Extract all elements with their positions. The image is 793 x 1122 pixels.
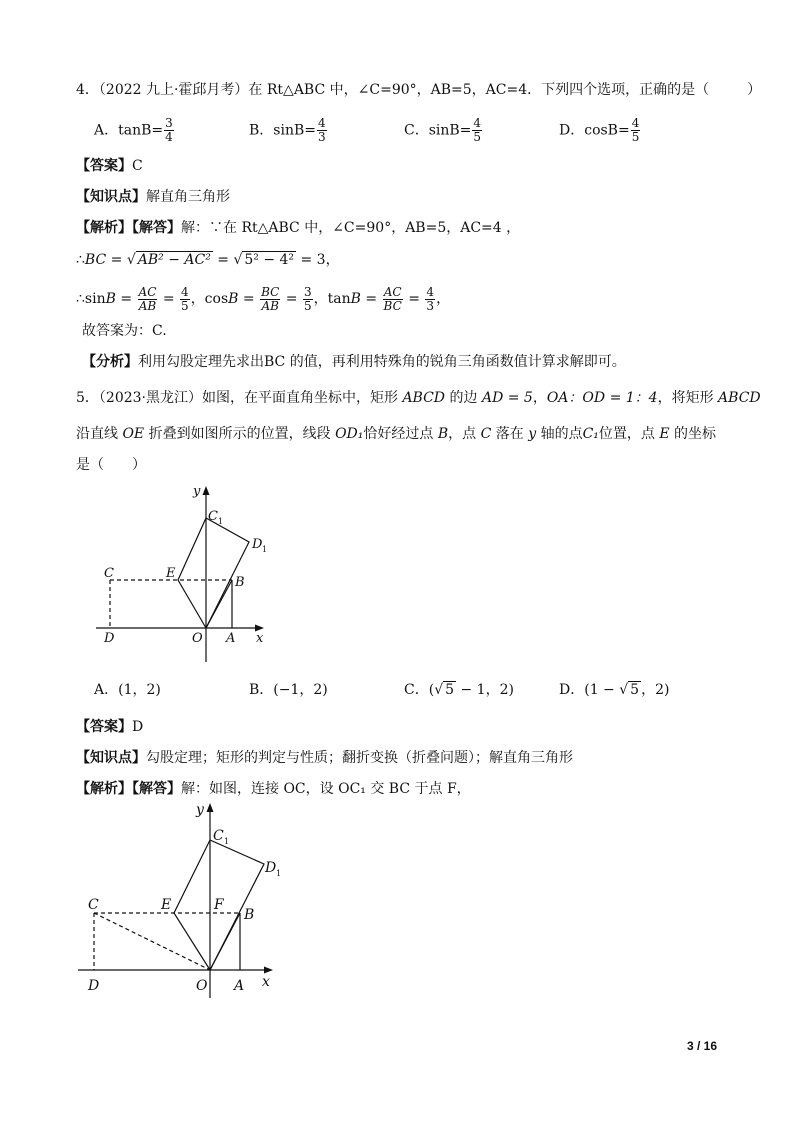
analysis-text: 解：如图，连接 OC，设 OC₁ 交 BC 于点 F， (181, 781, 471, 797)
q4-option-c (404, 117, 483, 144)
label-o: O (192, 631, 203, 646)
q5-solution-figure (74, 800, 284, 1000)
stem-math: C₁ (582, 426, 599, 442)
option-value: (−1，2) (273, 682, 328, 698)
frac-num: 3 (303, 284, 312, 299)
equals: = (212, 252, 234, 268)
frac-num: 4 (631, 116, 640, 130)
knowledge-tag: 【知识点】 (76, 750, 146, 766)
x-arrow (264, 967, 273, 974)
q5-knowledge (76, 748, 573, 768)
q4-option-c-frac (472, 117, 482, 144)
trig-end: ， (436, 291, 451, 307)
label-d1-sub: 1 (276, 869, 282, 878)
q5-option-a (94, 680, 161, 700)
frac-num: 4 (473, 116, 482, 130)
sin-var: B (105, 291, 116, 307)
sin-frac (138, 286, 158, 313)
option-pre: ( (428, 682, 435, 698)
frac-num: AC (383, 284, 402, 299)
stem-math: AD = 5 (481, 390, 533, 406)
label-c1-sub: 1 (218, 517, 224, 526)
label-d1: D (252, 537, 263, 552)
q4-stem-close: ） (747, 82, 762, 98)
stem-text: 位置，点 (598, 426, 660, 442)
frac-den: 5 (631, 130, 640, 144)
q4-stem-text: 4．（2022 九上·霍邱月考）在 Rt△ABC 中，∠C=90°，AB=5，AC=4．下列四个选项，正确的是（ (76, 82, 710, 98)
therefore-symbol: ∴ (76, 252, 85, 268)
stem-math: OA：OD = 1：4 (546, 390, 658, 406)
stem-math: OD₁ (335, 426, 364, 442)
y-arrow (203, 486, 210, 495)
label-f: F (214, 897, 224, 913)
radicand-2: 5² − 4² (244, 252, 295, 268)
q4-fenxi (82, 352, 626, 372)
stem-math: ABCD (718, 390, 761, 406)
frac-num: AC (138, 284, 157, 299)
frac-den: 5 (473, 130, 482, 144)
stem-text: ，将矩形 (657, 390, 719, 406)
segment-ob (206, 580, 232, 628)
option-label: B． (249, 682, 274, 698)
stem-math: E (659, 426, 670, 442)
q4-analysis (76, 218, 520, 238)
q4-option-a-frac (164, 117, 174, 144)
q4-stem (76, 80, 761, 100)
option-label: A． (94, 682, 119, 698)
q4-option-b (249, 117, 328, 144)
label-d1: D (265, 860, 277, 876)
q4-trig-line: ∴sinB = $\frac{AC}{AB}$ = $\frac{4}{5}$ ，cosB = $\frac{BC}{AB}$ = $\frac{3}{5}$ ，tanB = $\frac{AC}{BC}$ = $\frac{4}{3}$ ， (76, 284, 451, 313)
q5-option-c: C．(√ 5 − 1，2) (404, 682, 514, 698)
frac-num: BC (261, 284, 280, 299)
tan-label: ，tan (313, 291, 351, 307)
sin-value (180, 286, 190, 313)
conclusion-text: 故答案为：C. (82, 323, 167, 339)
stem-math: ABCD (402, 390, 446, 406)
stem-text: 5．（2023·黑龙江）如图，在平面直角坐标中，矩形 (76, 390, 403, 406)
analysis-tag: 【解析】【解答】 (76, 781, 181, 797)
q5-answer (76, 717, 143, 737)
answer-value: C (132, 158, 143, 174)
label-a: A (234, 978, 245, 994)
radicand-1: AB² − AC² (137, 252, 211, 268)
label-y: y (196, 802, 204, 818)
stem-math: y (528, 426, 537, 442)
knowledge-text: 勾股定理；矩形的判定与性质；翻折变换（折叠问题）；解直角三角形 (146, 750, 573, 766)
frac-num: 4 (181, 284, 189, 299)
frac-den: BC (383, 298, 402, 313)
label-c: C (88, 897, 99, 913)
stem-text: 落在 (491, 426, 529, 442)
label-d: D (88, 978, 100, 994)
option-radicand: 5 (445, 682, 455, 698)
page-number: 3 / 16 (686, 1039, 717, 1053)
frac-den: AB (138, 298, 157, 313)
stem-text: 恰好经过点 (363, 426, 438, 442)
q5-option-d: D．(1 − √ 5 ，2) (559, 682, 670, 698)
label-d: D (104, 631, 115, 646)
tan-frac (383, 286, 403, 313)
option-post: − 1，2) (456, 682, 514, 698)
frac-den: 5 (303, 298, 312, 313)
label-c1-sub: 1 (224, 837, 230, 846)
analysis-tag: 【解析】【解答】 (76, 220, 181, 236)
label-o: O (196, 978, 208, 994)
tan-value (425, 286, 435, 313)
stem-text: ， (532, 390, 547, 406)
option-label: C． (404, 682, 429, 698)
frac-num: 3 (165, 116, 173, 130)
label-c1: C (208, 509, 218, 524)
q4-option-b-label: B．sinB= (249, 122, 316, 139)
stem-text: 是（ ） (76, 457, 146, 473)
label-x: x (262, 974, 270, 990)
answer-value: D (132, 719, 144, 735)
label-c1: C (213, 828, 224, 844)
label-e: E (161, 897, 172, 913)
option-pre: (1 − (584, 682, 620, 698)
stem-text: 的坐标 (669, 426, 717, 442)
q5-stem-line1 (76, 388, 761, 408)
q4-option-d (559, 117, 641, 144)
fenxi-text: 利用勾股定理先求出BC 的值，再利用特殊角的锐角三角函数值计算求解即可。 (138, 354, 626, 370)
stem-text: ，点 (448, 426, 481, 442)
label-y: y (193, 484, 201, 499)
q5-stem-line3 (76, 455, 146, 475)
fenxi-tag: 【分析】 (82, 354, 138, 370)
q4-option-d-frac (631, 117, 641, 144)
q4-option-d-label: D．cosB= (559, 122, 630, 139)
label-a: A (226, 631, 236, 646)
q4-knowledge (76, 187, 230, 207)
stem-text: 轴的点 (536, 426, 583, 442)
answer-tag: 【答案】 (76, 158, 132, 174)
label-x: x (256, 631, 264, 646)
option-post: ，2) (641, 682, 670, 698)
stem-text: 沿直线 (76, 426, 123, 442)
label-e: E (166, 566, 176, 581)
bc-result: = 3， (296, 252, 340, 268)
label-b: B (235, 575, 245, 590)
stem-math: B (437, 426, 449, 442)
q4-conclusion (82, 321, 167, 341)
frac-num: 4 (318, 116, 326, 130)
q4-answer (76, 156, 143, 176)
frac-den: 4 (165, 130, 173, 144)
cos-var: B (228, 291, 239, 307)
label-d1-sub: 1 (262, 545, 268, 554)
label-b: B (244, 907, 255, 923)
stem-text: 折叠到如图所示的位置，线段 (144, 426, 336, 442)
frac-den: 5 (181, 298, 189, 313)
knowledge-tag: 【知识点】 (76, 189, 146, 205)
cos-value (303, 286, 313, 313)
stem-math: OE (122, 426, 145, 442)
cos-frac (260, 286, 280, 313)
frac-den: AB (261, 298, 279, 313)
frac-den: 3 (426, 298, 435, 313)
cos-label: ，cos (190, 291, 229, 307)
q4-option-a (94, 117, 175, 144)
q5-stem-line2 (76, 424, 716, 444)
therefore-symbol: ∴ (76, 291, 85, 307)
stem-text: 的边 (445, 390, 482, 406)
segment-ob (210, 913, 240, 970)
analysis-text: 解：∵在 Rt△ABC 中，∠C=90°，AB=5，AC=4 ， (181, 220, 521, 236)
option-value: (1，2) (118, 682, 161, 698)
answer-tag: 【答案】 (76, 719, 132, 735)
frac-den: 3 (318, 130, 326, 144)
q5-analysis (76, 779, 471, 799)
option-label: D． (559, 682, 585, 698)
q4-option-c-label: C．sinB= (404, 122, 472, 139)
y-arrow (207, 803, 214, 812)
q5-figure (92, 480, 282, 665)
option-radicand: 5 (630, 682, 640, 698)
q4-option-a-label: A．tanB= (94, 122, 164, 139)
label-c: C (104, 566, 114, 581)
bc-lhs: BC = (84, 252, 127, 268)
sin-label: sin (84, 291, 106, 307)
stem-math: C (480, 426, 492, 442)
q4-option-b-frac (317, 117, 327, 144)
folded-rectangle (178, 518, 249, 628)
knowledge-text: 解直角三角形 (146, 189, 230, 205)
q4-bc-line: ∴BC = √ AB² − AC² = √ 5² − 4² = 3， (76, 252, 340, 268)
frac-num: 4 (426, 284, 435, 299)
q5-option-b (249, 680, 328, 700)
tan-var: B (350, 291, 361, 307)
